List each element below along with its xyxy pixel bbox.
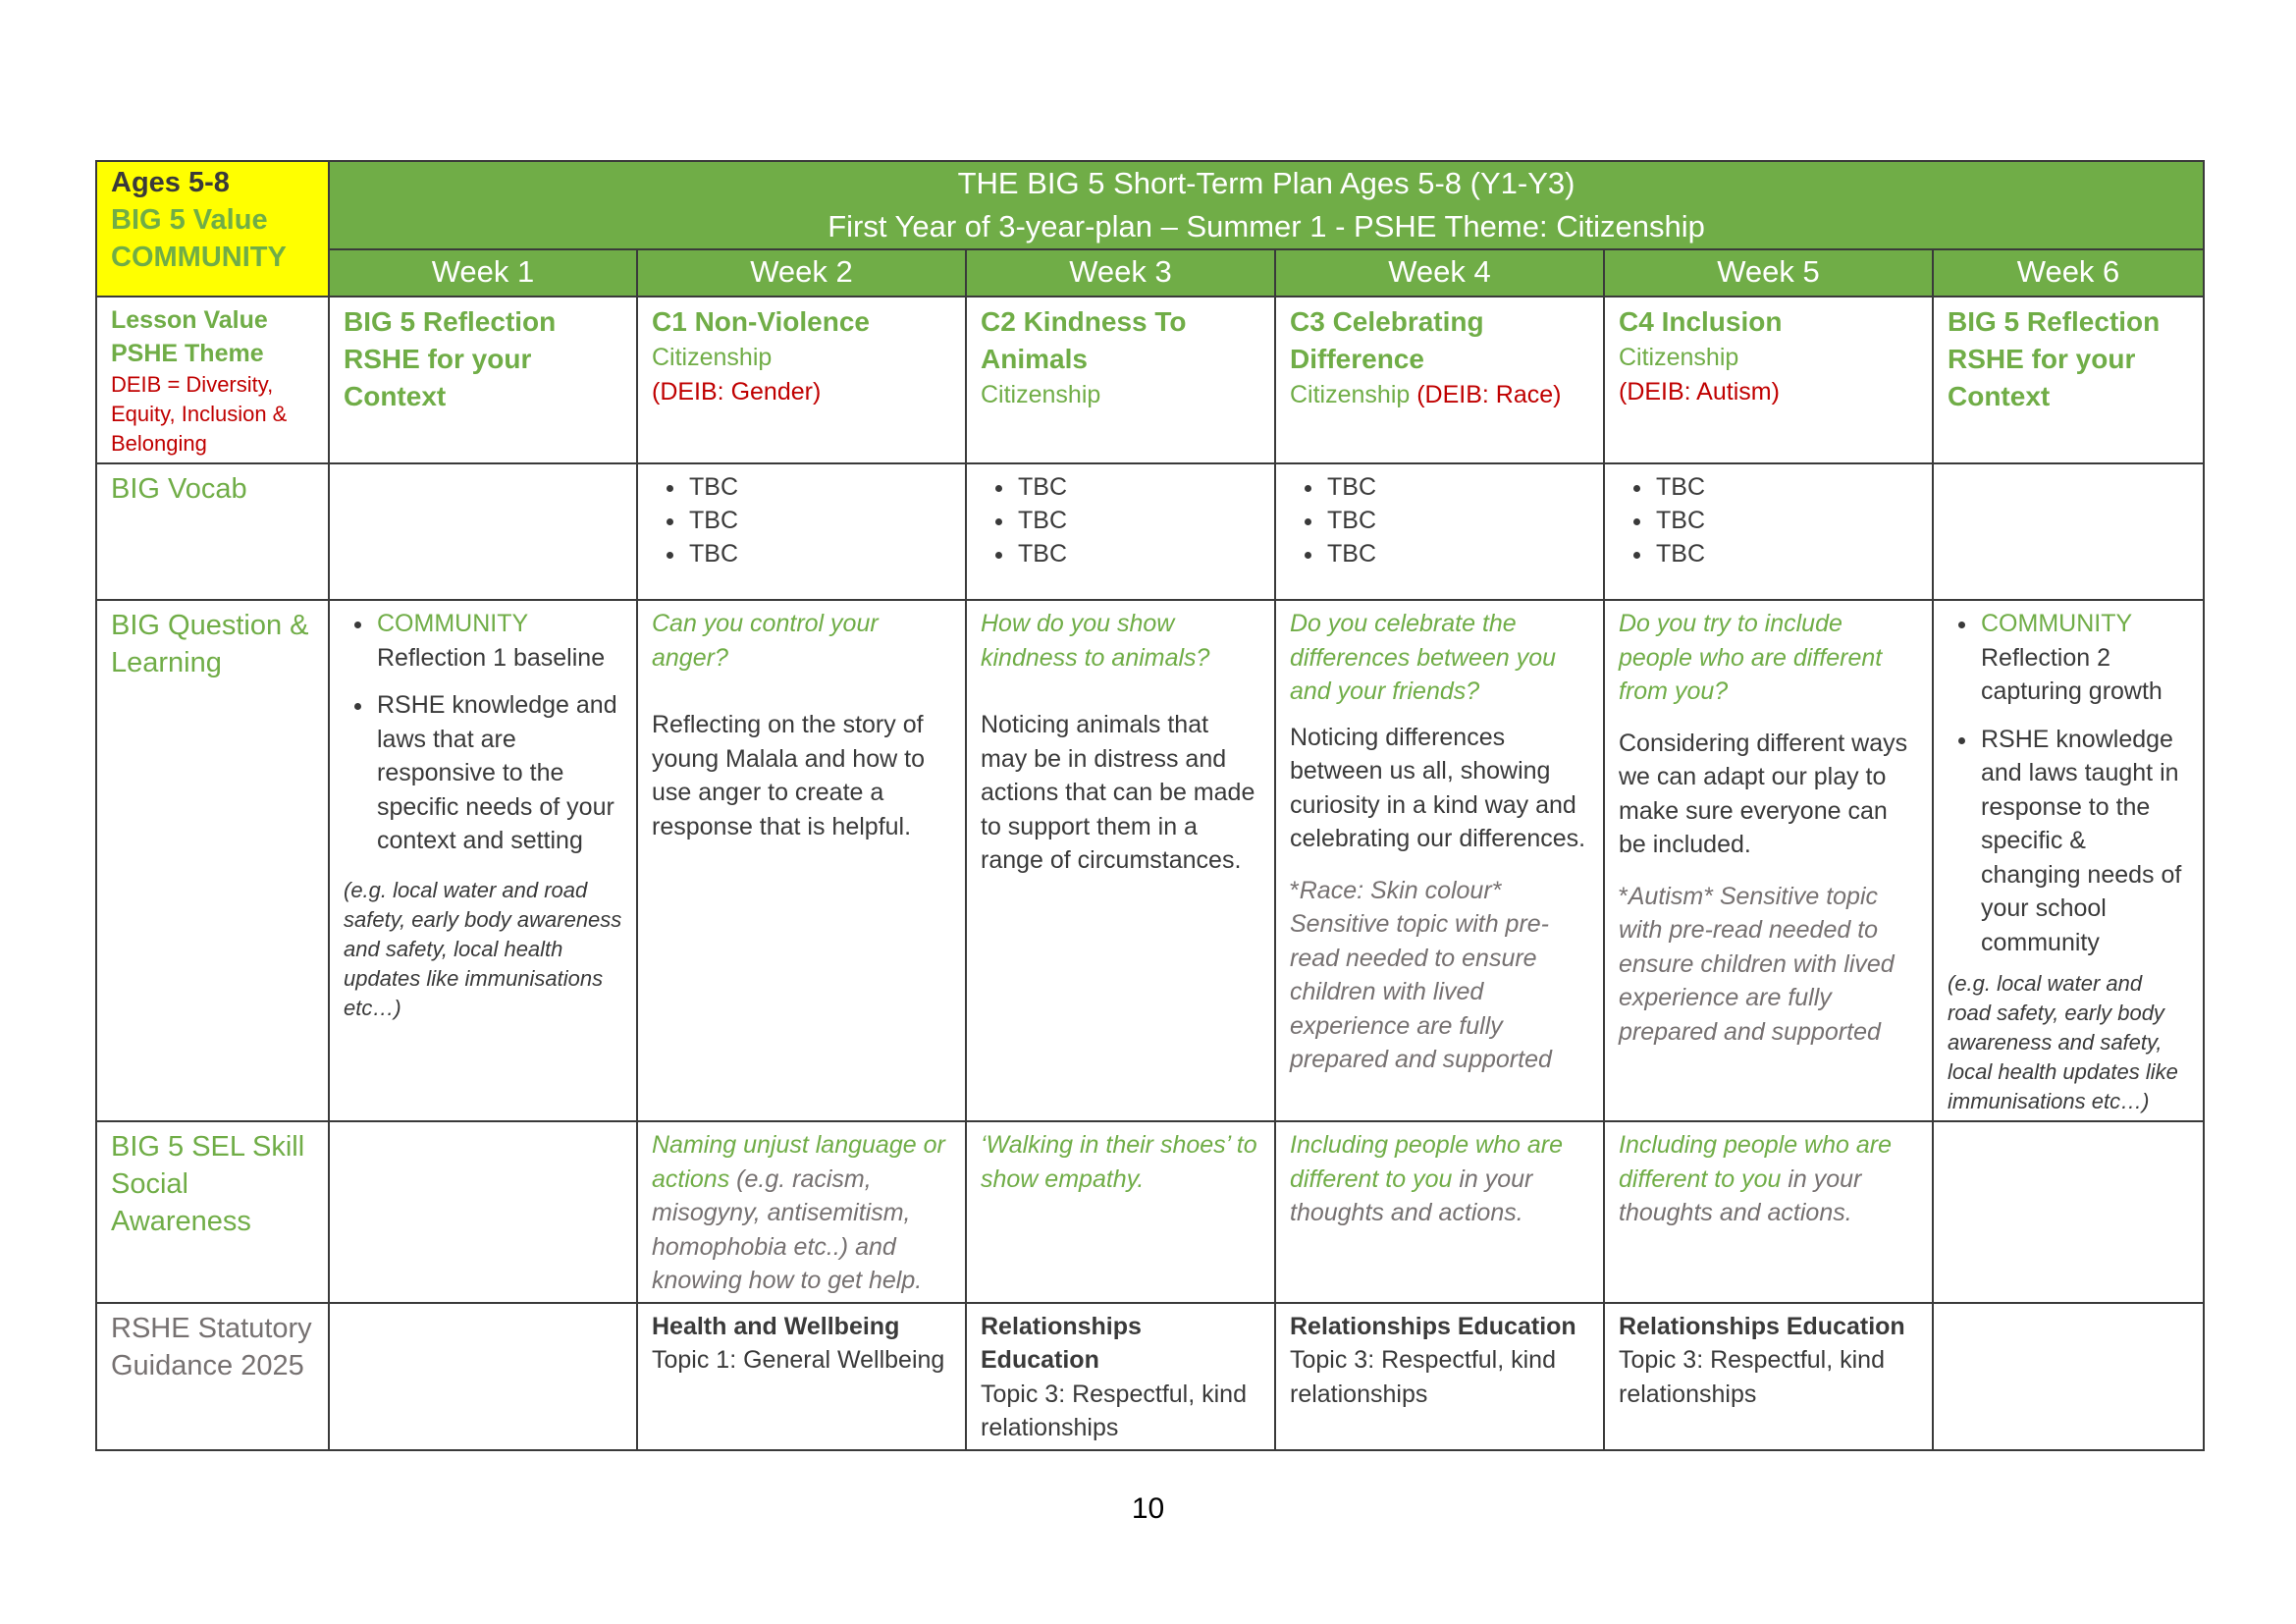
value-name: COMMUNITY: [111, 242, 287, 273]
lesson-cell-w5: [1604, 297, 1933, 463]
short-term-plan-table: [95, 160, 2205, 1451]
rshe-label-line2: Guidance 2025: [111, 1349, 304, 1381]
lesson-title: C1 Non-Violence: [652, 306, 870, 337]
vocab-cell-w5: [1604, 463, 1933, 600]
vocab-cell-w6: [1933, 463, 2204, 600]
rshe-heading: Relationships Education: [981, 1312, 1142, 1374]
question-cell-w4: [1275, 600, 1604, 1121]
vocab-cell-w1: [329, 463, 637, 600]
sensitive-note: Autism* Sensitive topic with pre-read needed to ensure children with lived experience are fully prepared and supported: [1619, 882, 1895, 1046]
lesson-subtitle: RSHE for your Context: [344, 344, 532, 411]
lesson-theme: Citizenship: [981, 381, 1101, 408]
sel-cell-w3: [966, 1121, 1275, 1303]
rshe-topic: Topic 3: Respectful, kind relationships: [981, 1380, 1247, 1441]
week-header: Week 1: [329, 249, 637, 297]
vocab-row: [96, 463, 2204, 600]
lesson-deib: (DEIB: Autism): [1619, 377, 1780, 406]
rshe-topic: Topic 3: Respectful, kind relationships: [1290, 1346, 1556, 1408]
vocab-cell-w2: [637, 463, 966, 600]
pshe-theme-label: PSHE Theme: [111, 340, 264, 367]
lesson-title: BIG 5 Reflection: [344, 306, 557, 337]
question-bullet: [375, 688, 622, 858]
ages-label: Ages 5-8: [111, 167, 230, 198]
vocab-item: • TBC: [1654, 470, 1918, 504]
sensitive-note-mark: *: [1619, 882, 1629, 910]
sel-skill: Naming unjust language or actions: [652, 1131, 945, 1193]
plan-title-line2: First Year of 3-year-plan – Summer 1 - PSHE Theme: Citizenship: [828, 209, 1705, 244]
vocab-cell-w4: [1275, 463, 1604, 600]
vocab-item: • TBC: [1016, 470, 1260, 504]
sel-detail: (e.g. racism, misogyny, antisemitism, homophobia etc..) and knowing how to get help.: [652, 1164, 923, 1294]
lesson-theme: Citizenship: [1619, 344, 1739, 371]
lesson-title: C3 Celebrating Difference: [1290, 306, 1484, 374]
example-note: (e.g. local water and road safety, early body awareness and safety, local health updates like immunisations etc…): [1948, 971, 2178, 1113]
big-question: Can you control your anger?: [652, 610, 879, 672]
lesson-cell-w1: [329, 297, 637, 463]
row-label-rshe: [96, 1303, 329, 1450]
sensitive-note: Race: Skin colour* Sensitive topic with pre-read needed to ensure children with lived experience are fully prepared and supported: [1290, 876, 1552, 1073]
big-question: Do you celebrate the differences between you and your friends?: [1290, 610, 1557, 705]
lesson-title: C2 Kindness To Animals: [981, 306, 1187, 374]
sel-row: [96, 1121, 2204, 1303]
rshe-cell-w5: [1604, 1303, 1933, 1450]
rshe-cell-w4: [1275, 1303, 1604, 1450]
learning-text: Reflecting on the story of young Malala and how to use anger to create a response that is helpful.: [652, 711, 925, 840]
row-label-lesson: [96, 297, 329, 463]
vocab-item: • TBC: [1016, 504, 1260, 537]
deib-note: DEIB = Diversity, Equity, Inclusion & Belonging: [111, 372, 288, 456]
rshe-topic: Topic 3: Respectful, kind relationships: [1619, 1346, 1885, 1408]
rshe-cell-w2: [637, 1303, 966, 1450]
rshe-cell-w3: [966, 1303, 1275, 1450]
vocab-item: • TBC: [687, 470, 951, 504]
learning-text: Noticing animals that may be in distress and actions that can be made to support them in a range of circumstances.: [981, 711, 1255, 874]
lesson-title: BIG 5 Reflection RSHE for your Context: [1948, 306, 2161, 411]
bullet-text: Reflection 1 baseline: [377, 643, 606, 672]
sel-cell-w4: [1275, 1121, 1604, 1303]
vocab-item: • TBC: [1325, 504, 1589, 537]
header-row: [96, 161, 2204, 249]
example-note: (e.g. local water and road safety, early body awareness and safety, local health updates like immunisations etc…): [344, 877, 622, 1020]
sel-cell-w5: [1604, 1121, 1933, 1303]
lesson-theme: Citizenship: [1290, 381, 1411, 408]
sel-cell-w2: [637, 1121, 966, 1303]
vocab-item: • TBC: [1325, 470, 1589, 504]
week-header: Week 3: [966, 249, 1275, 297]
question-row: [96, 600, 2204, 1121]
learning-text: Noticing differences between us all, showing curiosity in a kind way and celebrating our differences.: [1290, 723, 1586, 852]
question-cell-w1: [329, 600, 637, 1121]
week-header: Week 5: [1604, 249, 1933, 297]
lesson-value-row: [96, 297, 2204, 463]
lesson-cell-w4: [1275, 297, 1604, 463]
sel-cell-w6: [1933, 1121, 2204, 1303]
sel-skill: Including people who are different to you: [1290, 1131, 1563, 1193]
lesson-deib: (DEIB: Gender): [652, 377, 822, 406]
lesson-title: C4 Inclusion: [1619, 306, 1783, 337]
vocab-item: • TBC: [1016, 537, 1260, 570]
lesson-cell-w2: [637, 297, 966, 463]
question-cell-w3: [966, 600, 1275, 1121]
question-bullet: [1979, 723, 2189, 960]
page-number: 10: [1131, 1492, 1165, 1525]
rshe-label-line1: RSHE Statutory: [111, 1312, 312, 1344]
value-keyword: COMMUNITY: [1981, 610, 2133, 637]
vocab-cell-w3: [966, 463, 1275, 600]
bullet-text: RSHE knowledge and laws taught in response to the specific & changing needs of your school community: [1981, 725, 2182, 956]
rshe-row: [96, 1303, 2204, 1450]
value-label: BIG 5 Value: [111, 204, 268, 236]
rshe-heading: Relationships Education: [1619, 1312, 1905, 1340]
question-cell-w5: [1604, 600, 1933, 1121]
vocab-item: • TBC: [687, 504, 951, 537]
row-label-vocab: BIG Vocab: [96, 463, 329, 600]
question-cell-w6: [1933, 600, 2204, 1121]
rshe-cell-w6: [1933, 1303, 2204, 1450]
question-cell-w2: [637, 600, 966, 1121]
sel-label-line2: Social Awareness: [111, 1168, 251, 1237]
vocab-item: • TBC: [687, 537, 951, 570]
rshe-heading: Relationships Education: [1290, 1312, 1576, 1340]
week-header: Week 6: [1933, 249, 2204, 297]
lesson-theme: Citizenship: [652, 344, 773, 371]
bullet-text: Reflection 2 capturing growth: [1981, 643, 2163, 705]
rshe-heading: Health and Wellbeing: [652, 1312, 900, 1340]
value-keyword: COMMUNITY: [377, 610, 529, 637]
plan-title: [329, 161, 2204, 249]
question-bullet: [375, 607, 622, 675]
plan-title-line1: THE BIG 5 Short-Term Plan Ages 5-8 (Y1-Y3): [957, 166, 1575, 200]
rshe-topic: Topic 1: General Wellbeing: [652, 1346, 945, 1374]
week-header: Week 4: [1275, 249, 1604, 297]
rshe-cell-w1: [329, 1303, 637, 1450]
vocab-item: • TBC: [1654, 537, 1918, 570]
weeks-row: [96, 249, 2204, 297]
sel-detail: in your thoughts and actions.: [1619, 1164, 1862, 1226]
week-header: Week 2: [637, 249, 966, 297]
learning-text: Considering different ways we can adapt our play to make sure everyone can be included.: [1619, 729, 1908, 858]
sel-skill: ‘Walking in their shoes’ to show empathy.: [981, 1131, 1257, 1193]
vocab-item: • TBC: [1654, 504, 1918, 537]
lesson-cell-w3: [966, 297, 1275, 463]
vocab-item: • TBC: [1325, 537, 1589, 570]
corner-cell: [96, 161, 329, 297]
question-bullet: [1979, 607, 2189, 709]
big-question: Do you try to include people who are different from you?: [1619, 610, 1883, 705]
sel-cell-w1: [329, 1121, 637, 1303]
sensitive-note-mark: *: [1290, 876, 1300, 904]
big-question: How do you show kindness to animals?: [981, 610, 1210, 672]
row-label-question: BIG Question & Learning: [96, 600, 329, 1121]
bullet-text: RSHE knowledge and laws that are responsive to the specific needs of your context and setting: [377, 691, 617, 854]
lesson-cell-w6: [1933, 297, 2204, 463]
row-label-sel: [96, 1121, 329, 1303]
sel-label-line1: BIG 5 SEL Skill: [111, 1131, 305, 1163]
lesson-value-label: Lesson Value: [111, 306, 268, 334]
lesson-deib: (DEIB: Race): [1416, 381, 1562, 408]
sel-detail: in your thoughts and actions.: [1290, 1164, 1533, 1226]
sel-skill: Including people who are different to you: [1619, 1131, 1892, 1193]
